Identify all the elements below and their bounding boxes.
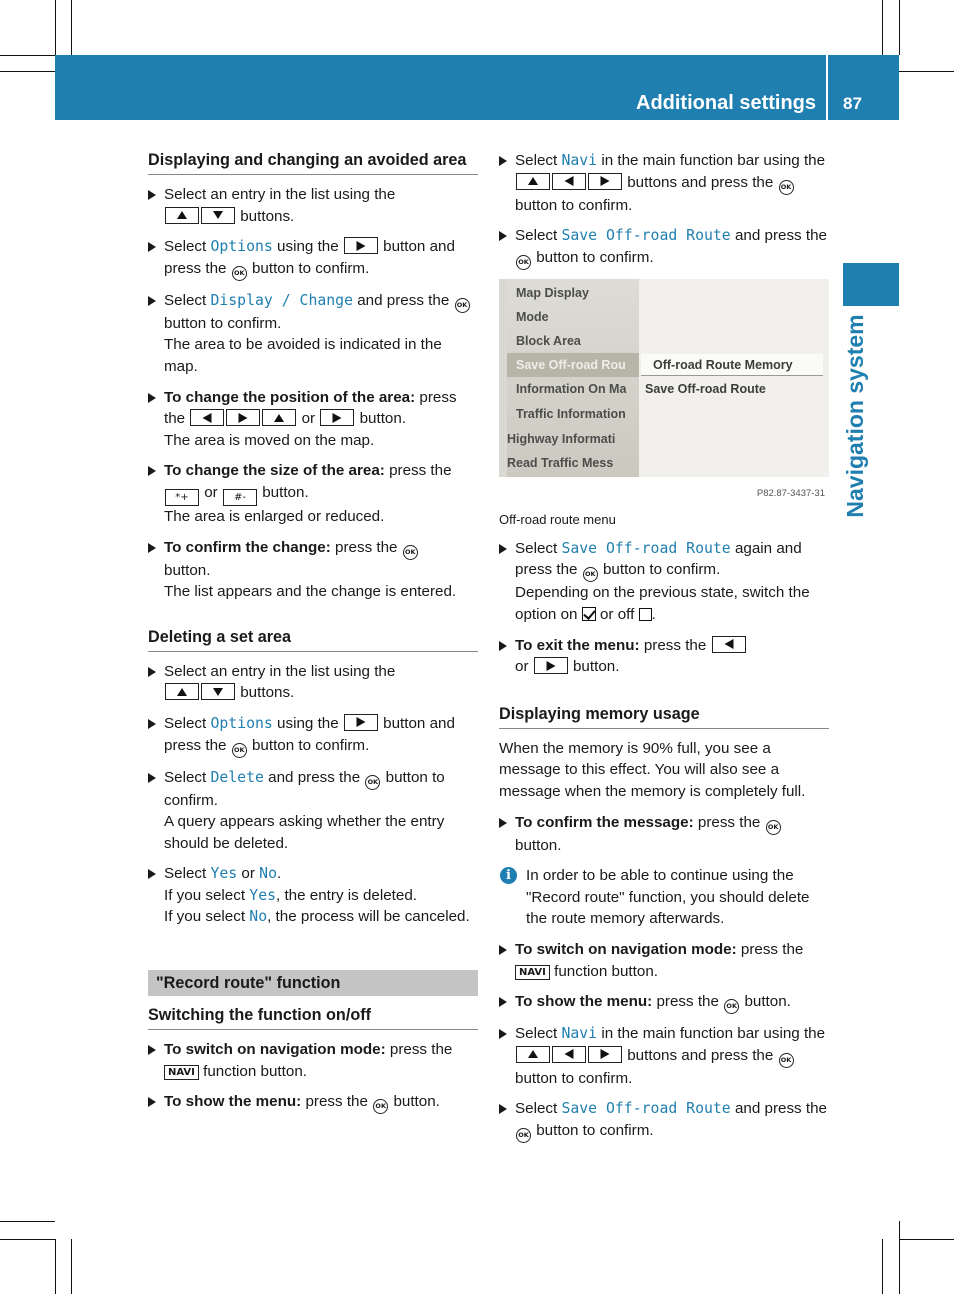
ok-button-icon: OK: [766, 820, 781, 835]
step-text: button to confirm.: [602, 561, 721, 579]
step-text: button to confirm.: [536, 1121, 654, 1139]
menu-item-code: Delete: [210, 768, 264, 786]
step-text: Select: [164, 865, 207, 883]
step-text: or: [241, 865, 255, 883]
step-bold: To change the position of the area:: [164, 388, 416, 406]
step: [499, 1023, 829, 1089]
step-text: Select: [164, 238, 207, 256]
ok-button-icon: OK: [516, 1128, 531, 1143]
step-text: button to confirm.: [536, 248, 654, 266]
step-note: The area is enlarged or reduced.: [164, 507, 385, 525]
step-arrow-icon: [148, 667, 156, 677]
step-text: again and press the: [515, 539, 802, 579]
right-key-icon: [534, 657, 568, 674]
step-arrow-icon: [148, 296, 156, 306]
step-arrow-icon: [499, 544, 507, 554]
right-key-icon: [588, 1046, 622, 1063]
step-text: button to confirm.: [164, 314, 282, 332]
step-text: .: [277, 865, 282, 883]
screenshot-popup-item: Save Off-road Route: [645, 381, 766, 396]
menu-item-code: Yes: [249, 886, 277, 904]
ok-button-icon: OK: [516, 255, 531, 270]
info-text: In order to be able to continue using the "Record route" function, you should delete the route memory afterwards.: [526, 867, 810, 928]
step-note: If you select: [164, 886, 246, 904]
step: [499, 538, 829, 626]
step-text: and press the: [734, 227, 827, 245]
menu-item-code: Navi: [561, 1025, 598, 1043]
step-text: button.: [744, 993, 791, 1011]
step-text: button to confirm.: [515, 196, 633, 214]
step: [148, 184, 478, 227]
crop-mark: [71, 0, 72, 55]
right-key-icon: [588, 173, 622, 190]
up-key-icon: [516, 1046, 550, 1063]
step-text: press the: [740, 940, 804, 958]
menu-item-code: Options: [210, 238, 273, 256]
step: [499, 939, 829, 982]
step-text: button to confirm.: [251, 736, 370, 754]
step-text: button to confirm.: [251, 259, 370, 277]
step-text: Select an entry in the list using the: [164, 186, 396, 203]
crop-mark: [899, 71, 954, 72]
crop-mark: [899, 1221, 900, 1294]
menu-item-code: No: [259, 865, 277, 883]
down-key-icon: [201, 683, 235, 700]
step-note: A query appears asking whether the entry should be deleted.: [164, 813, 445, 852]
step: [499, 812, 829, 857]
screenshot-menu-item: Block Area: [516, 333, 581, 348]
heading-memory-usage: Displaying memory usage: [499, 704, 829, 729]
step-text: Select: [515, 539, 558, 557]
screenshot-popup-title: Off-road Route Memory: [641, 354, 823, 376]
left-key-icon: [552, 173, 586, 190]
left-column: [148, 150, 478, 1123]
screenshot-menu-item-selected: Save Off-road Rou: [516, 357, 626, 372]
ok-button-icon: OK: [232, 266, 247, 281]
info-note: [499, 865, 829, 930]
step-bold: To show the menu:: [164, 1093, 302, 1111]
crop-mark: [0, 71, 55, 72]
step-text: or: [515, 658, 529, 676]
step: [148, 863, 478, 928]
screenshot-reference: P82.87-3437-31: [756, 487, 825, 499]
up-key-icon: [262, 409, 296, 426]
ok-button-icon: OK: [455, 298, 470, 313]
heading-deleting-area: Deleting a set area: [148, 627, 478, 652]
step-text: press the: [656, 993, 719, 1011]
step: [148, 537, 478, 603]
step-text: button to confirm.: [515, 1069, 633, 1087]
crop-mark: [71, 1239, 72, 1294]
step-text: press the: [389, 462, 452, 480]
step-bold: To switch on navigation mode:: [515, 940, 737, 958]
crop-mark: [55, 0, 56, 55]
screenshot-menu-item: Mode: [516, 309, 549, 324]
step-arrow-icon: [499, 945, 507, 955]
step-bold: To switch on navigation mode:: [164, 1041, 386, 1059]
step-text: and press the: [268, 768, 361, 786]
ok-button-icon: OK: [232, 743, 247, 758]
step-text: buttons and press the: [627, 173, 774, 191]
step-text: function button.: [554, 962, 658, 980]
step-arrow-icon: [148, 393, 156, 403]
screenshot-menu-item: Read Traffic Mess: [507, 455, 614, 470]
step-text: button.: [393, 1093, 440, 1111]
step-text: and press the: [734, 1100, 827, 1118]
step-arrow-icon: [148, 869, 156, 879]
chapter-label: Navigation system: [842, 314, 868, 518]
ok-button-icon: OK: [779, 1053, 794, 1068]
chapter-label-wrap: [832, 306, 878, 526]
header-divider: [826, 55, 828, 120]
step-note: The list appears and the change is entered.: [164, 583, 457, 601]
step-text: button and press the: [164, 238, 455, 277]
screenshot-menu-item: Information On Ma: [516, 381, 627, 396]
memory-paragraph: When the memory is 90% full, you see a message to this effect. You will also see a message when the memory is completely full.: [499, 739, 806, 800]
step-note: If you select: [164, 908, 246, 926]
left-key-icon: [712, 636, 746, 653]
heading-avoided-area: Displaying and changing an avoided area: [148, 150, 478, 175]
step: [148, 387, 478, 452]
step-text: button.: [164, 561, 211, 579]
ok-button-icon: OK: [403, 545, 418, 560]
screenshot-menu-item: Map Display: [516, 285, 589, 300]
step-bold: To show the menu:: [515, 993, 653, 1011]
step-text: Select: [164, 714, 207, 732]
step-text: button and press the: [164, 714, 455, 754]
right-key-icon: [226, 409, 260, 426]
step: [499, 150, 829, 216]
crop-mark: [0, 55, 55, 56]
step-text: Select: [515, 1100, 558, 1118]
right-key-icon: [344, 237, 378, 254]
step: [148, 1039, 478, 1082]
right-key-icon: [344, 714, 378, 731]
step: [148, 290, 478, 378]
crop-mark: [882, 0, 883, 55]
step: [499, 1098, 829, 1143]
step-text: button.: [359, 410, 407, 428]
figure-caption: Off-road route menu: [499, 511, 616, 527]
ok-button-icon: OK: [365, 775, 380, 790]
step-text: press the: [389, 1041, 453, 1059]
menu-item-code: Navi: [561, 152, 598, 169]
step: [148, 460, 478, 527]
step-text: Select: [515, 1025, 558, 1043]
menu-item-code: Display / Change: [210, 291, 353, 309]
step-note: The area to be avoided is indicated in the map.: [164, 336, 442, 375]
step-arrow-icon: [499, 156, 507, 166]
up-key-icon: [165, 683, 199, 700]
step-text: Select: [164, 291, 207, 309]
screenshot-menu-item: Traffic Information: [516, 406, 626, 421]
section-title: Additional settings: [636, 92, 816, 114]
step-text: button.: [572, 658, 620, 676]
step: [499, 991, 829, 1014]
step-text: Select: [515, 152, 558, 169]
step-arrow-icon: [148, 719, 156, 729]
menu-item-code: Save Off-road Route: [561, 1100, 731, 1118]
step-text: press the: [305, 1093, 368, 1111]
zoom-out-key-icon: #-: [223, 489, 257, 506]
navi-key-icon: NAVI: [164, 1065, 199, 1080]
step-text: button.: [515, 836, 562, 854]
step-text: in the main function bar using the: [601, 152, 826, 169]
crop-mark: [55, 1239, 56, 1294]
step-text: press the: [335, 538, 398, 556]
crop-mark: [0, 1239, 55, 1240]
ok-button-icon: OK: [583, 567, 598, 582]
step: [148, 661, 478, 704]
step: [148, 713, 478, 758]
step-arrow-icon: [499, 641, 507, 651]
screenshot-menu-item: Highway Informati: [507, 431, 616, 446]
offroad-menu-screenshot: [499, 279, 829, 503]
step-arrow-icon: [499, 1029, 507, 1039]
step-note: .: [651, 605, 656, 623]
step-arrow-icon: [499, 231, 507, 241]
menu-item-code: No: [249, 908, 268, 926]
step-text: button.: [262, 483, 309, 501]
step-arrow-icon: [148, 1045, 156, 1055]
info-icon: i: [500, 867, 517, 884]
step-text: using the: [277, 238, 339, 256]
step-bold: To confirm the change:: [164, 538, 331, 556]
step-arrow-icon: [499, 818, 507, 828]
chapter-tab: [843, 263, 899, 306]
down-key-icon: [201, 207, 235, 224]
step-arrow-icon: [499, 1104, 507, 1114]
navi-key-icon: NAVI: [515, 965, 550, 980]
step-text: buttons.: [240, 207, 295, 225]
step-text: button to confirm.: [164, 768, 445, 809]
menu-item-code: Save Off-road Route: [561, 539, 731, 557]
step-text: function button.: [203, 1062, 307, 1080]
step-text: Select: [164, 768, 207, 786]
section-heading-record-route: "Record route" function: [148, 970, 478, 996]
ok-button-icon: OK: [779, 180, 794, 195]
checkbox-checked-icon: [582, 607, 596, 621]
step-note: , the process will be canceled.: [267, 908, 470, 926]
step-note: , the entry is deleted.: [276, 886, 418, 904]
step-text: press the: [697, 813, 761, 831]
crop-mark: [0, 1221, 55, 1222]
step-arrow-icon: [148, 1097, 156, 1107]
step-note: or off: [599, 605, 635, 623]
crop-mark: [882, 1239, 883, 1294]
step-note: Depending on the previous state, switch the option on: [515, 584, 810, 623]
step-text: press the: [164, 388, 457, 428]
screenshot-right-panel: [639, 279, 829, 477]
step-text: or: [204, 483, 218, 501]
step: [148, 767, 478, 855]
menu-item-code: Options: [210, 714, 273, 732]
ok-button-icon: OK: [373, 1099, 388, 1114]
step: [148, 236, 478, 281]
step-arrow-icon: [148, 466, 156, 476]
step-arrow-icon: [148, 543, 156, 553]
step-text: or: [301, 410, 316, 428]
page-number: 87: [843, 94, 862, 113]
menu-item-code: Save Off-road Route: [561, 227, 731, 245]
step: [148, 1091, 478, 1114]
up-key-icon: [165, 207, 199, 224]
step-arrow-icon: [499, 997, 507, 1007]
left-key-icon: [552, 1046, 586, 1063]
step-text: press the: [643, 636, 707, 654]
left-key-icon: [190, 409, 224, 426]
crop-mark: [899, 0, 900, 55]
ok-button-icon: OK: [724, 999, 739, 1014]
heading-switching-function: Switching the function on/off: [148, 1005, 478, 1030]
step-bold: To confirm the message:: [515, 813, 694, 831]
zoom-in-key-icon: *+: [165, 489, 199, 506]
up-key-icon: [516, 173, 550, 190]
step: [499, 635, 829, 678]
menu-item-code: Yes: [210, 865, 238, 883]
step-text: Select: [515, 227, 558, 245]
step-text: buttons.: [240, 684, 295, 702]
step-text: and press the: [357, 291, 450, 309]
step-text: using the: [277, 714, 339, 732]
step-arrow-icon: [148, 190, 156, 200]
right-key-icon: [320, 409, 354, 426]
step-bold: To exit the menu:: [515, 636, 640, 654]
step: [499, 225, 829, 270]
step-text: in the main function bar using the: [601, 1025, 826, 1043]
step-text: Select an entry in the list using the: [164, 662, 396, 680]
step-text: buttons and press the: [627, 1046, 774, 1064]
step-bold: To change the size of the area:: [164, 462, 385, 480]
checkbox-unchecked-icon: [639, 608, 652, 621]
step-arrow-icon: [148, 242, 156, 252]
right-column: [499, 150, 829, 1152]
step-arrow-icon: [148, 773, 156, 783]
step-note: The area is moved on the map.: [164, 431, 375, 449]
crop-mark: [899, 1239, 954, 1240]
